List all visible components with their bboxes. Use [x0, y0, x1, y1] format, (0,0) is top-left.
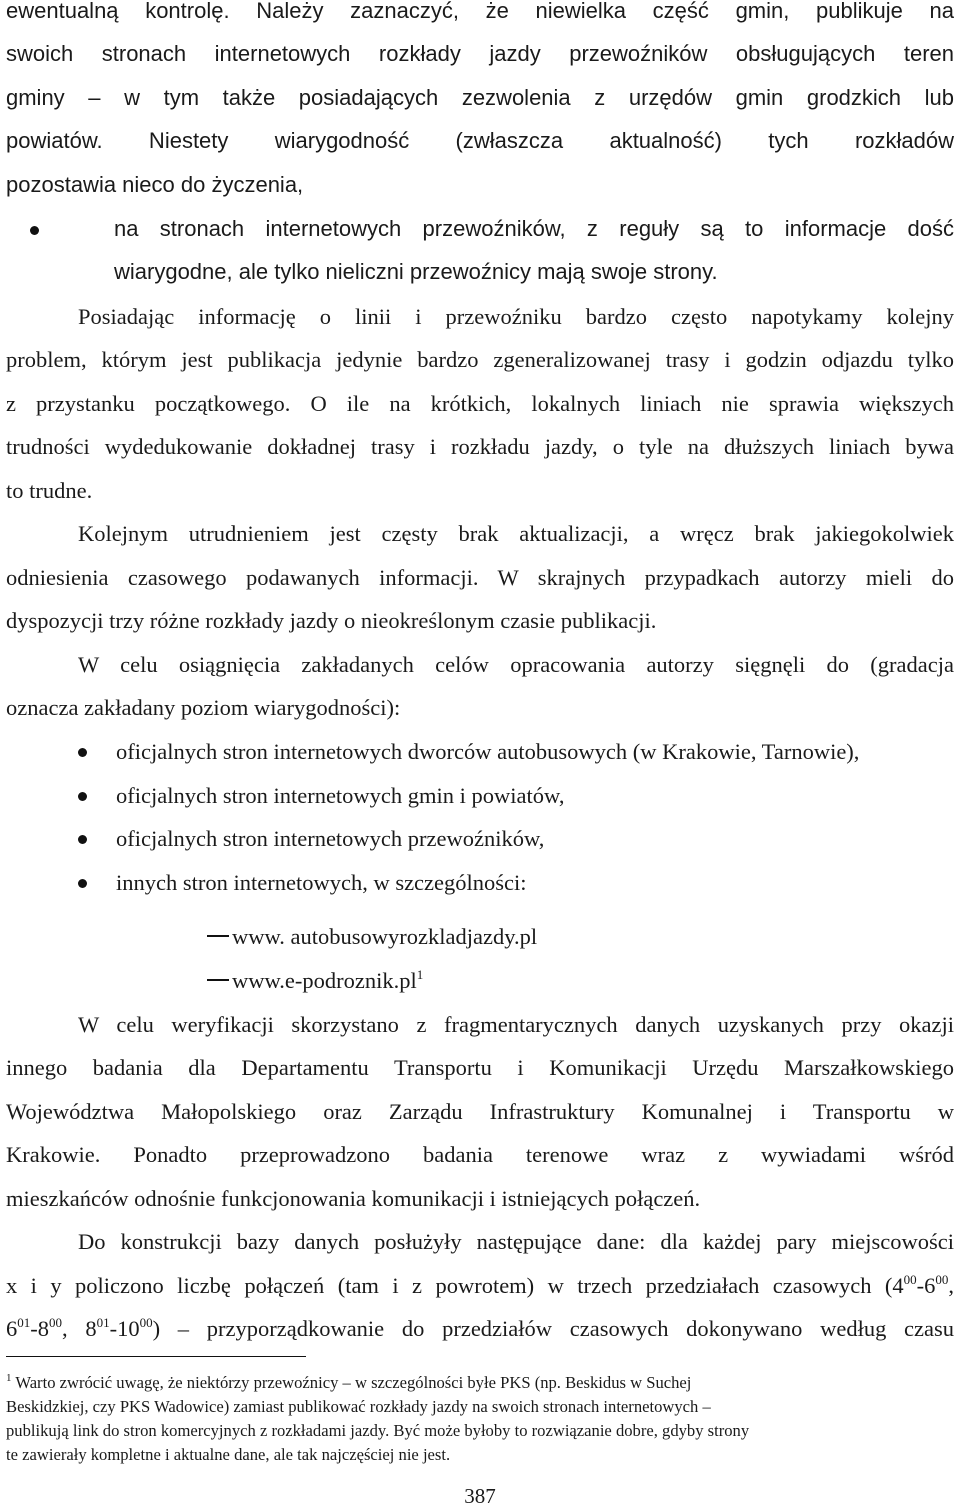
p1-line-2: problem, którym jest publikacja jedynie bardzo zgeneralizowanej trasy i godzin odjazdu tylko: [6, 347, 954, 372]
p1-line-1: Posiadając informację o linii i przewoźniku bardzo często napotykamy kolejny: [78, 304, 954, 329]
footnote-line-4: te zawierały kompletne i aktualne dane, ale tak najczęściej nie jest.: [6, 1445, 451, 1464]
website-2-text: www.e-podroznik.pl: [232, 968, 417, 993]
superscript: 00: [49, 1315, 62, 1330]
bullet-icon: [78, 835, 87, 844]
superscript: 01: [96, 1315, 110, 1330]
footnote-separator: [6, 1356, 306, 1357]
footnote-reference[interactable]: 1: [416, 967, 424, 982]
p3-line-2: oznacza zakładany poziom wiarygodności):: [6, 695, 401, 720]
dash-icon: [207, 935, 229, 937]
p5-line-2-end: ,: [948, 1273, 954, 1298]
intro-line-1: ewentualną kontrolę. Należy zaznaczyć, że niewielka część gmin, publikuje na: [6, 0, 954, 23]
p5-line-2-text: x i y policzono liczbę połączeń (tam i z powrotem) w trzech przedziałach czasowych (4: [6, 1273, 904, 1298]
source-item-4: innych stron internetowych, w szczególności:: [116, 870, 527, 895]
page-number: 387: [464, 1484, 496, 1508]
source-item-3: oficjalnych stron internetowych przewoźników,: [116, 826, 545, 851]
p5-line-3-a: 6: [6, 1316, 18, 1341]
p5-line-3-d: -10: [109, 1316, 140, 1341]
p5-line-3: [6, 1314, 954, 1344]
bullet-icon: [78, 879, 87, 888]
source-item-1: oficjalnych stron internetowych dworców autobusowych (w Krakowie, Tarnowie),: [116, 739, 860, 764]
bullet-icon: [78, 792, 87, 801]
p5-line-3-b: -8: [30, 1316, 49, 1341]
footnote-line-3: publikują link do stron komercyjnych z rozkładami jazdy. Być może byłoby to rozwiązanie dobre, gdyby strony: [6, 1421, 750, 1440]
intro-line-2: swoich stronach internetowych rozkłady jazdy przewoźników obsługujących teren: [6, 41, 954, 66]
superscript: 00: [139, 1315, 153, 1330]
p1-line-3: z przystanku początkowego. O ile na krótkich, lokalnych liniach nie sprawia większych: [6, 391, 954, 416]
footnote-line-1-text: Warto zwrócić uwagę, że niektórzy przewoźnicy – w szczególności byłe PKS (np. Beskidus w Suchej: [15, 1373, 692, 1392]
superscript: 00: [935, 1272, 949, 1287]
intro-bullet-line-2: wiarygodne, ale tylko nieliczni przewoźnicy mają swoje strony.: [114, 259, 718, 284]
intro-line-3: gminy – w tym także posiadających zezwolenia z urzędów gmin grodzkich lub: [6, 85, 954, 110]
p4-line-2: innego badania dla Departamentu Transportu i Komunikacji Urzędu Marszałkowskiego: [6, 1055, 954, 1080]
bullet-icon: [78, 748, 87, 757]
bullet-icon: [30, 226, 39, 235]
dash-icon: [207, 979, 229, 981]
p3-line-1: W celu osiągnięcia zakładanych celów opracowania autorzy sięgnęli do (gradacja: [78, 652, 954, 677]
p5-line-3-c: , 8: [62, 1316, 97, 1341]
p2-line-2: odniesienia czasowego podawanych informacji. W skrajnych przypadkach autorzy mieli do: [6, 565, 954, 590]
p4-line-4: Krakowie. Ponadto przeprowadzono badania terenowe wraz z wywiadami wśród: [6, 1142, 954, 1167]
website-2: [232, 966, 832, 996]
p5-line-2: [6, 1271, 954, 1301]
p1-line-5: to trudne.: [6, 478, 93, 503]
p4-line-3: Województwa Małopolskiego oraz Zarządu Infrastruktury Komunalnej i Transportu w: [6, 1099, 954, 1124]
p2-line-3: dyspozycji trzy różne rozkłady jazdy o nieokreślonym czasie publikacji.: [6, 608, 657, 633]
p5-line-2-mid: -6: [916, 1273, 936, 1298]
p5-line-1: Do konstrukcji bazy danych posłużyły następujące dane: dla każdej pary miejscowości: [78, 1229, 954, 1254]
intro-bullet-line-1: na stronach internetowych przewoźników, z reguły są to informacje dość: [114, 216, 954, 241]
source-item-2: oficjalnych stron internetowych gmin i powiatów,: [116, 783, 565, 808]
p2-line-1: Kolejnym utrudnieniem jest częsty brak aktualizacji, a wręcz brak jakiegokolwiek: [78, 521, 954, 546]
intro-line-5: pozostawia nieco do życzenia,: [6, 172, 304, 197]
superscript: 00: [903, 1272, 917, 1287]
p5-line-3-e: ) – przyporządkowanie do przedziałów czasowych dokonywano według czasu: [152, 1316, 955, 1341]
intro-line-4: powiatów. Niestety wiarygodność (zwłaszcza aktualność) tych rozkładów: [6, 128, 954, 153]
p4-line-5: mieszkańców odnośnie funkcjonowania komunikacji i istniejących połączeń.: [6, 1186, 701, 1211]
footnote-line-1: [6, 1371, 954, 1395]
website-1: www. autobusowyrozkladjazdy.pl: [232, 924, 538, 949]
footnote-marker: 1: [6, 1372, 12, 1384]
superscript: 01: [17, 1315, 31, 1330]
p4-line-1: W celu weryfikacji skorzystano z fragmentarycznych danych uzyskanych przy okazji: [78, 1012, 954, 1037]
footnote-line-2: Beskidzkiej, czy PKS Wadowice) zamiast publikować rozkłady jazdy na swoich stronach internetowych –: [6, 1397, 711, 1416]
p1-line-4: trudności wydedukowanie dokładnej trasy i rozkładu jazdy, o tyle na dłuższych liniach bywa: [6, 434, 954, 459]
